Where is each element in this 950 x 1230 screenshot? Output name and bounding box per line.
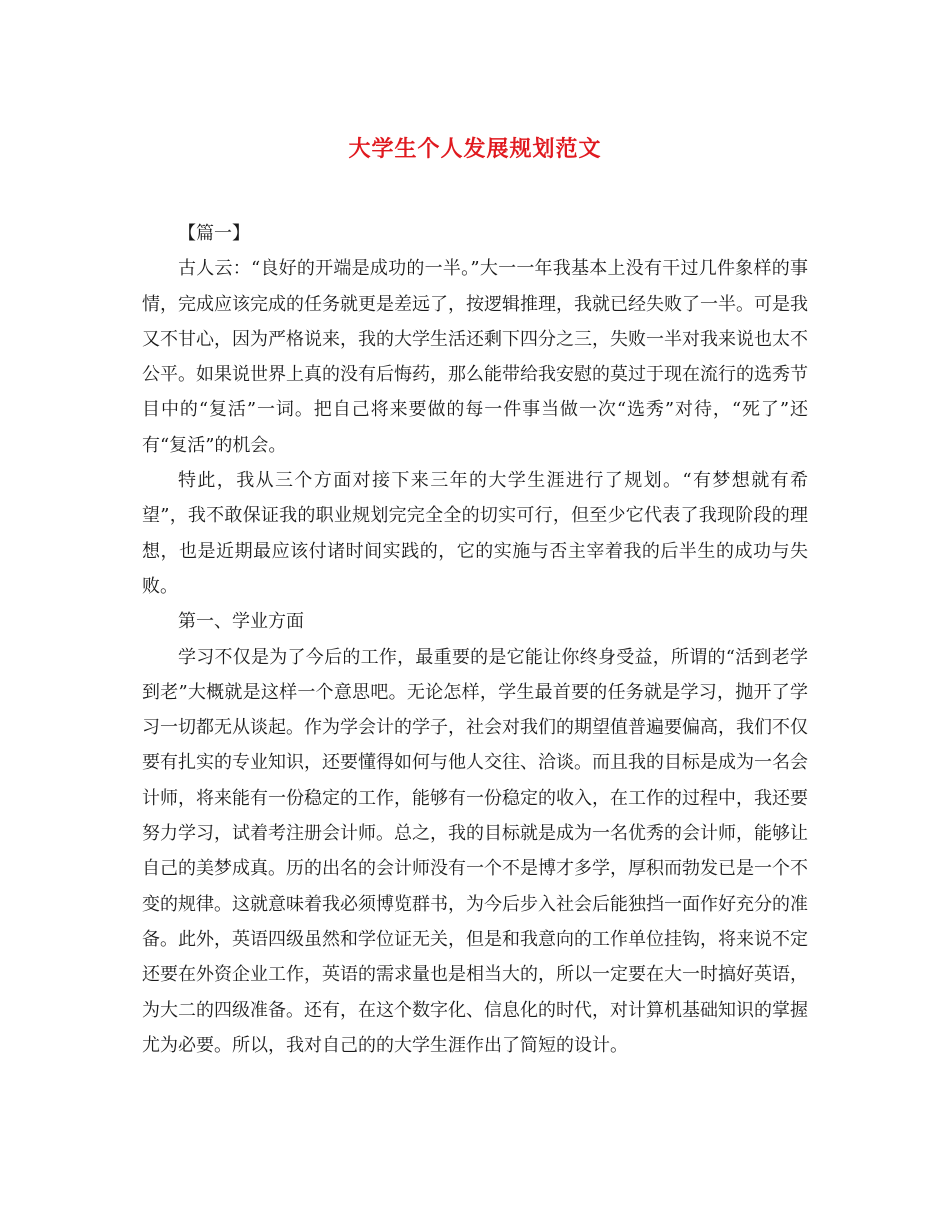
paragraph-academics: 学习不仅是为了今后的工作，最重要的是它能让你终身受益，所谓的“活到老学到老”大概就是这样一个意思吧。无论怎样，学生最首要的任务就是学习，抛开了学习一切都无从谈起。作为学会计的学子，社会对我们的期望值普遍要偏高，我们不仅要有扎实的专业知识，还要懂得如何与他人交往、洽谈。而且我的目标是成为一名会计师，将来能有一份稳定的工作，能够有一份稳定的收入，在工作的过程中，我还要努力学习，试着考注册会计师。总之，我的目标就是成为一名优秀的会计师，能够让自己的美梦成真。历的出名的会计师没有一个不是博才多学，厚积而勃发已是一个不变的规律。这就意味着我必须博览群书，为今后步入社会后能独挡一面作好充分的准备。此外，英语四级虽然和学位证无关，但是和我意向的工作单位挂钩，将来说不定还要在外资企业工作，英语的需求量也是相当大的，所以一定要在大一时搞好英语，为大二的四级准备。还有，在这个数字化、信息化的时代，对计算机基础知识的掌握尤为必要。所以，我对自己的的大学生涯作出了简短的设计。: [142, 646, 808, 1056]
section-label: 【篇一】: [178, 223, 250, 244]
paragraph-plan: 特此，我从三个方面对接下来三年的大学生涯进行了规划。“有梦想就有希望”，我不敢保证我的职业规划完完全全的切实可行，但至少它代表了我现阶段的理想，也是近期最应该付诸时间实践的，它的实施与否主宰着我的后半生的成功与失败。: [142, 470, 808, 597]
heading-academics: 第一、学业方面: [178, 611, 304, 633]
document-body: [142, 216, 808, 1063]
document-title: 大学生个人发展规划范文: [348, 136, 602, 162]
paragraph-intro: 古人云：“良好的开端是成功的一半。”大一一年我基本上没有干过几件象样的事情，完成应该完成的任务就更是差远了，按逻辑推理，我就已经失败了一半。可是我又不甘心，因为严格说来，我的大学生活还剩下四分之三，失败一半对我来说也太不公平。如果说世界上真的没有后悔药，那么能带给我安慰的莫过于现在流行的选秀节目中的“复活”一词。把自己将来要做的每一件事当做一次“选秀”对待，“死了”还有“复活”的机会。: [142, 258, 808, 456]
